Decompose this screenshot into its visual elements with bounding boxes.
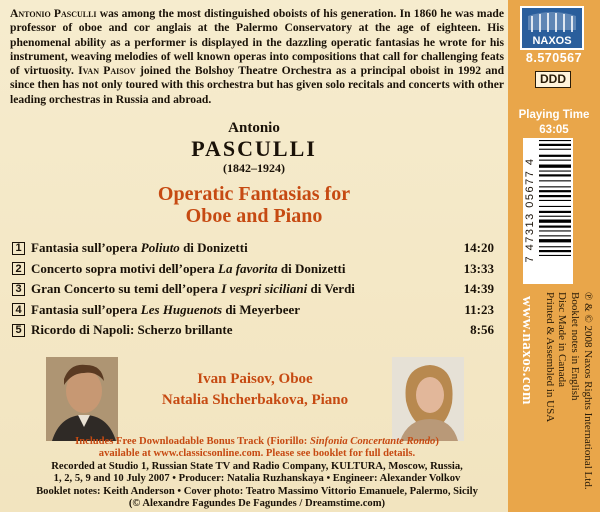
track-title-text: Fantasia sull’opera xyxy=(31,240,141,256)
playing-time xyxy=(508,108,600,138)
recording-credits xyxy=(10,436,504,510)
track-list xyxy=(12,238,494,341)
composer-last-name: PASCULLI xyxy=(191,136,317,161)
track-title-suffix: di Meyerbeer xyxy=(222,301,301,317)
composer-dates: (1842–1924) xyxy=(223,161,285,175)
performer-piano: Natalia Shcherbakova, Piano xyxy=(161,392,349,408)
barcode-bar xyxy=(539,220,571,223)
rights-line: Disc Made in Canada xyxy=(556,292,569,387)
barcode-bar xyxy=(539,246,571,247)
barcode xyxy=(523,138,573,284)
track-duration: 14:39 xyxy=(463,281,494,297)
barcode-bar xyxy=(539,174,571,176)
ddd-badge: DDD xyxy=(535,71,571,88)
rights-line: Booklet notes in English xyxy=(569,292,582,401)
track-title-suffix: di Verdi xyxy=(307,281,355,297)
bonus-track-url: available at www.classicsonline.com. Please see booklet for full details. xyxy=(98,448,416,460)
track-title xyxy=(31,281,450,297)
track-row xyxy=(12,300,494,321)
track-title-text: Ricordo di Napoli: Scherzo brillante xyxy=(31,322,233,338)
track-number: 1 xyxy=(12,242,25,255)
barcode-bar xyxy=(539,239,571,242)
bonus-text-italic: Sinfonia Concertante Rondo xyxy=(309,436,436,447)
track-duration: 11:23 xyxy=(464,301,494,317)
playing-time-value: 63:05 xyxy=(539,124,569,136)
track-duration: 14:20 xyxy=(463,240,494,256)
track-number: 2 xyxy=(12,262,25,275)
barcode-bar xyxy=(539,165,571,168)
bonus-text-post: ) xyxy=(435,436,439,447)
track-number: 3 xyxy=(12,283,25,296)
barcode-bar xyxy=(539,140,571,141)
barcode-bar xyxy=(539,160,571,161)
naxos-website: www.naxos.com xyxy=(519,296,535,406)
barcode-bars xyxy=(537,138,573,284)
composer-first-name: Antonio xyxy=(228,120,280,136)
track-duration: 8:56 xyxy=(470,322,494,338)
album-title xyxy=(0,183,508,227)
oboist-photo xyxy=(46,357,118,441)
track-opera-title: I vespri siciliani xyxy=(221,281,308,297)
album-title-line-2: Oboe and Piano xyxy=(185,205,323,227)
catalog-number: 8.570567 xyxy=(525,51,583,65)
barcode-bar xyxy=(539,180,571,181)
track-row xyxy=(12,279,494,300)
barcode-bar xyxy=(539,250,571,252)
track-title-suffix: di Donizetti xyxy=(277,260,346,276)
track-row xyxy=(12,238,494,259)
barcode-bar xyxy=(539,230,571,231)
recording-venue: Recorded at Studio 1, Russian State TV and Radio Company, KULTURA, Moscow, Russia, xyxy=(51,460,463,472)
track-title-text: Fantasia sull’opera xyxy=(31,301,141,317)
barcode-bar xyxy=(539,171,571,172)
track-duration: 13:33 xyxy=(463,260,494,276)
track-title xyxy=(31,302,450,318)
track-opera-title: Les Huguenots xyxy=(140,301,223,317)
barcode-bar xyxy=(539,235,571,236)
bonus-text-pre: Includes Free Downloadable Bonus Track (Fiorillo: xyxy=(75,436,310,447)
notes-and-photo-credit: Booklet notes: Keith Anderson • Cover photo: Teatro Massimo Vittorio Emanuele, Palermo, Sicily xyxy=(36,485,478,497)
barcode-digits xyxy=(523,138,537,284)
barcode-bar xyxy=(539,255,571,256)
performer-name-smallcaps: Ivan Paisov xyxy=(78,64,136,78)
track-row xyxy=(12,259,494,280)
track-title-suffix: di Donizetti xyxy=(179,240,248,256)
track-title xyxy=(31,261,450,277)
barcode-bar xyxy=(539,149,571,150)
track-title-text: Gran Concerto su temi dell’opera xyxy=(31,281,222,297)
album-title-line-1: Operatic Fantasias for xyxy=(157,183,351,205)
naxos-logo xyxy=(520,6,584,50)
rights-line: Printed & Assembled in USA xyxy=(543,292,556,423)
barcode-bar xyxy=(539,190,571,192)
barcode-bar xyxy=(539,226,571,228)
composer-block xyxy=(0,120,508,176)
performers xyxy=(120,369,390,411)
track-number: 5 xyxy=(12,324,25,337)
playing-time-label: Playing Time xyxy=(518,109,590,121)
track-title xyxy=(31,240,450,256)
barcode-bar xyxy=(539,186,571,187)
barcode-bar xyxy=(539,211,571,213)
performer-oboe: Ivan Paisov, Oboe xyxy=(197,371,313,387)
track-opera-title: La favorita xyxy=(218,260,278,276)
barcode-bar xyxy=(539,155,571,157)
barcode-bar xyxy=(539,195,571,197)
recording-dates: 1, 2, 5, 9 and 10 July 2007 • Producer: Natalia Ruzhanskaya • Engineer: Alexander Volkov xyxy=(53,473,461,485)
barcode-bar xyxy=(539,216,571,217)
biography-text xyxy=(10,7,504,107)
track-opera-title: Poliuto xyxy=(140,240,180,256)
rights-notice xyxy=(543,292,594,490)
track-number: 4 xyxy=(12,303,25,316)
track-row xyxy=(12,320,494,341)
barcode-bar xyxy=(539,200,571,201)
rights-line: ℗ & © 2008 Naxos Rights International Ltd. xyxy=(582,292,594,490)
photo-copyright: (© Alexandre Fagundes De Fagundes / Dreamstime.com) xyxy=(128,498,386,510)
track-title-text: Concerto sopra motivi dell’opera xyxy=(31,260,219,276)
barcode-bar xyxy=(539,206,571,207)
composer-name-smallcaps: Antonio Pasculli xyxy=(10,7,97,20)
bio-text-2: joined the Bolshoy Theatre Orchestra as a principal oboist in 1992 and since then has not only toured with this orchestra but has given solo recitals and concerts with other leading orchestras in Russia and abroad. xyxy=(10,64,505,106)
barcode-bar xyxy=(539,144,571,146)
bonus-track-note xyxy=(10,436,504,448)
bio-text-1: was among the most distinguished oboists of his generation. In 1860 he was made professor of oboe and cor anglais at the Palermo Conservatory at the age of eighteen. His phenomenal ability as a performer is displayed in the dazzling operatic fantasias he wrote for his instrument, weaving melodies of well known operas into compositions that call for challenging feats of virtuosity. xyxy=(10,7,504,78)
track-title xyxy=(31,322,450,338)
pianist-photo xyxy=(392,357,464,441)
barcode-digits-text: 7 47313 05677 4 xyxy=(524,157,536,263)
logo-text: NAXOS xyxy=(532,35,572,47)
